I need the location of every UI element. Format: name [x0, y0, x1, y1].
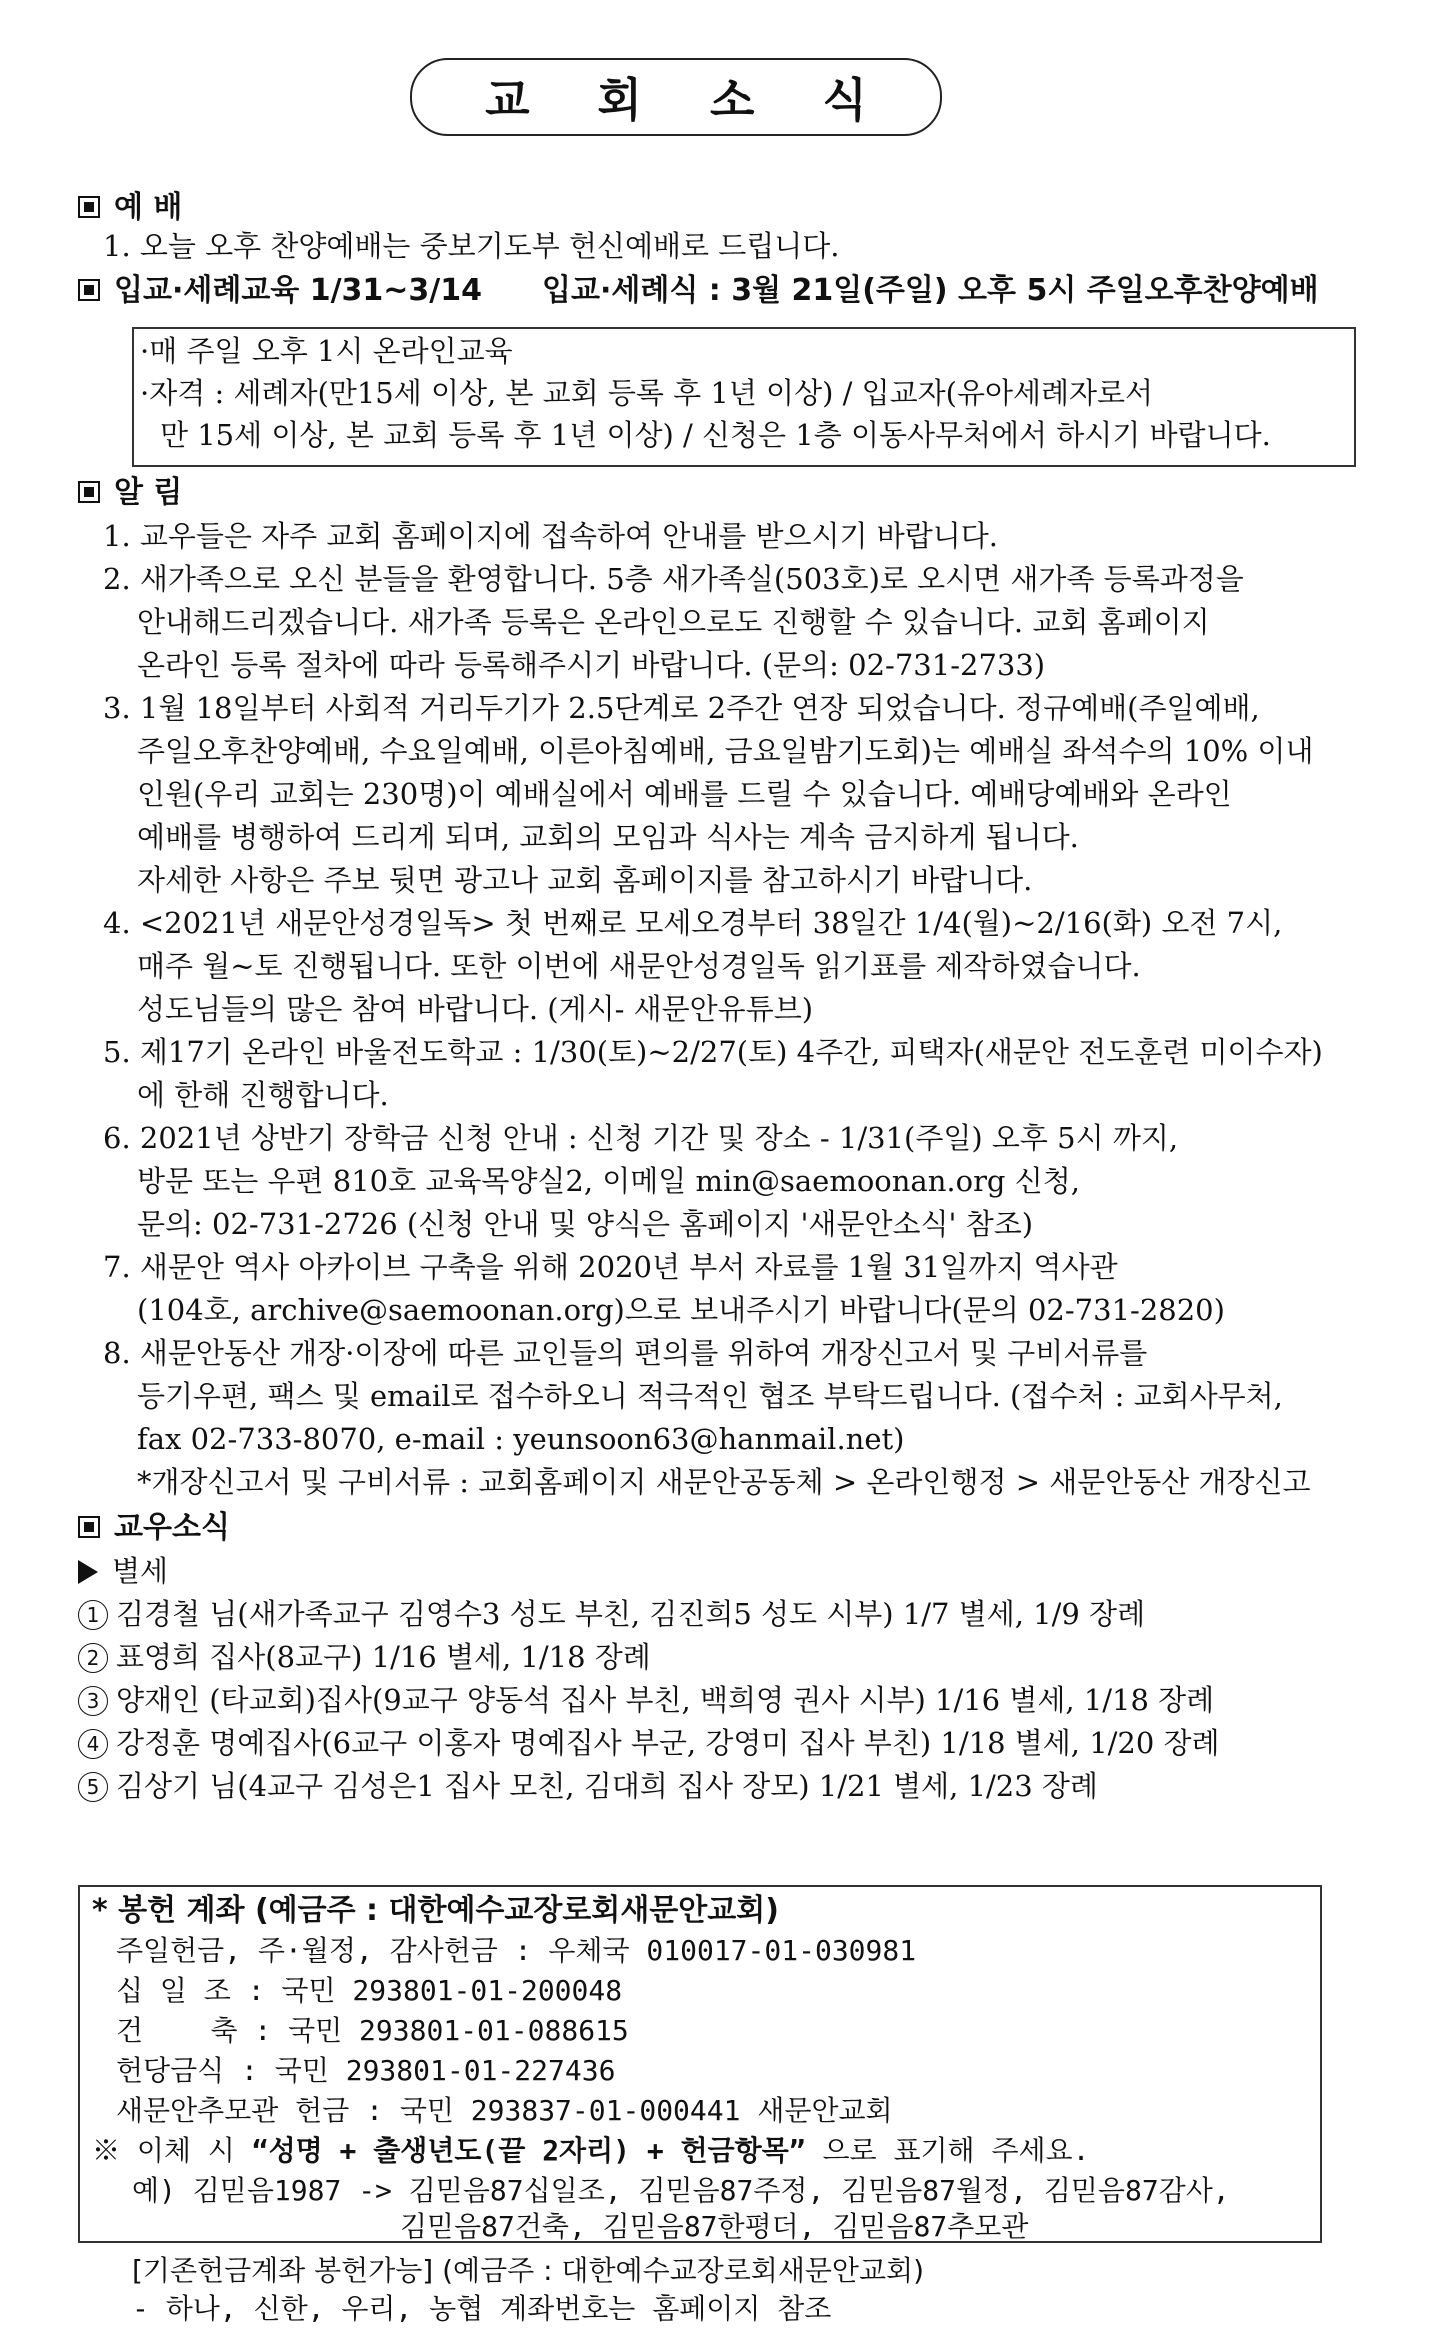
notice-line: 온라인 등록 절차에 따라 등록해주시기 바랍니다. (문의: 02-731-2733)	[137, 648, 1046, 682]
offering-example: 김믿음87건축, 김믿음87한평더, 김믿음87추모관	[400, 2210, 1029, 2243]
square-bullet-icon	[78, 196, 100, 218]
members-header: 교우소식	[78, 1510, 230, 1546]
notice-line: 4. <2021년 새문안성경일독> 첫 번째로 모세오경부터 38일간 1/4(월)~2/16(화) 오전 7시,	[103, 906, 1283, 940]
baptism-box-line: ·자격 : 세례자(만15세 이상, 본 교회 등록 후 1년 이상) / 입교자(유아세례자로서	[140, 376, 1154, 410]
notice-line: 에 한해 진행합니다.	[137, 1078, 389, 1112]
notice-line: 3. 1월 18일부터 사회적 거리두기가 2.5단계로 2주간 연장 되었습니다. 정규예배(주일예배,	[103, 691, 1260, 725]
worship-item: 1. 오늘 오후 찬양예배는 중보기도부 헌신예배로 드립니다.	[103, 229, 840, 263]
notice-line: 6. 2021년 상반기 장학금 신청 안내 : 신청 기간 및 장소 - 1/31(주일) 오후 5시 까지,	[103, 1121, 1179, 1155]
circled-number-icon: 5	[78, 1772, 108, 1802]
offering-line: 헌당금식 : 국민 293801-01-227436	[116, 2054, 616, 2087]
square-bullet-icon	[78, 279, 100, 301]
baptism-header: 입교·세례교육 1/31~3/14 입교·세례식 : 3월 21일(주일) 오후 5시 주일오후찬양예배	[78, 273, 1319, 309]
member-item: 2 표영희 집사(8교구) 1/16 별세, 1/18 장례	[78, 1639, 651, 1675]
member-item: 5 김상기 님(4교구 김성은1 집사 모친, 김대희 집사 장모) 1/21 별세, 1/23 장례	[78, 1768, 1098, 1804]
notice-line: 7. 새문안 역사 아카이브 구축을 위해 2020년 부서 자료를 1월 31일까지 역사관	[103, 1250, 1118, 1284]
notice-line: 성도님들의 많은 참여 바랍니다. (게시- 새문안유튜브)	[137, 992, 814, 1026]
offering-line: 주일헌금, 주·월정, 감사헌금 : 우체국 010017-01-030981	[116, 1934, 917, 1967]
notice-line: 1. 교우들은 자주 교회 홈페이지에 접속하여 안내를 받으시기 바랍니다.	[103, 519, 999, 553]
notice-line: fax 02-733-8070, e-mail : yeunsoon63@hanmail.net)	[137, 1422, 905, 1456]
legacy-accounts-note: - 하나, 신한, 우리, 농협 계좌번호는 홈페이지 참조	[132, 2292, 832, 2325]
offering-example: 예) 김믿음1987 -> 김믿음87십일조, 김믿음87주정, 김믿음87월정, 김믿음87감사,	[132, 2174, 1230, 2207]
circled-number-icon: 2	[78, 1643, 108, 1673]
notice-line: 예배를 병행하여 드리게 되며, 교회의 모임과 식사는 계속 금지하게 됩니다.	[137, 820, 1079, 854]
circled-number-icon: 1	[78, 1600, 108, 1630]
circled-number-icon: 3	[78, 1686, 108, 1716]
triangle-bullet-icon	[78, 1560, 98, 1584]
notice-header: 알 림	[78, 475, 182, 511]
notice-line: 주일오후찬양예배, 수요일예배, 이른아침예배, 금요일밤기도회)는 예배실 좌석수의 10% 이내	[137, 734, 1314, 768]
notice-line: 안내해드리겠습니다. 새가족 등록은 온라인으로도 진행할 수 있습니다. 교회 홈페이지	[137, 605, 1210, 639]
square-bullet-icon	[78, 481, 100, 503]
member-item: 3 양재인 (타교회)집사(9교구 양동석 집사 부친, 백희영 권사 시부) 1/16 별세, 1/18 장례	[78, 1682, 1214, 1718]
page-title: 교 회 소 식	[410, 58, 942, 136]
members-subheader: 별세	[78, 1553, 168, 1589]
square-bullet-icon	[78, 1516, 100, 1538]
notice-line: (104호, archive@saemoonan.org)으로 보내주시기 바랍니다(문의 02-731-2820)	[137, 1293, 1225, 1327]
baptism-box-line: ·매 주일 오후 1시 온라인교육	[140, 334, 513, 368]
notice-line: 자세한 사항은 주보 뒷면 광고나 교회 홈페이지를 참고하시기 바랍니다.	[137, 863, 1033, 897]
notice-line: 문의: 02-731-2726 (신청 안내 및 양식은 홈페이지 '새문안소식' 참조)	[137, 1207, 1034, 1241]
member-item: 4 강정훈 명예집사(6교구 이홍자 명예집사 부군, 강영미 집사 부친) 1/18 별세, 1/20 장례	[78, 1725, 1220, 1761]
member-item: 1 김경철 님(새가족교구 김영수3 성도 부친, 김진희5 성도 시부) 1/7 별세, 1/9 장례	[78, 1596, 1145, 1632]
worship-header: 예 배	[78, 190, 182, 226]
notice-line: 방문 또는 우편 810호 교육목양실2, 이메일 min@saemoonan.org 신청,	[137, 1164, 1080, 1198]
notice-line: 2. 새가족으로 오신 분들을 환영합니다. 5층 새가족실(503호)로 오시면 새가족 등록과정을	[103, 562, 1244, 596]
notice-line: *개장신고서 및 구비서류 : 교회홈페이지 새문안공동체 > 온라인행정 > 새문안동산 개장신고	[137, 1465, 1311, 1499]
offering-line: 새문안추모관 헌금 : 국민 293837-01-000441 새문안교회	[116, 2094, 893, 2127]
offering-line: 건 축 : 국민 293801-01-088615	[116, 2014, 629, 2047]
notice-line: 매주 월~토 진행됩니다. 또한 이번에 새문안성경일독 읽기표를 제작하였습니다.	[137, 949, 1141, 983]
offering-line: 십 일 조 : 국민 293801-01-200048	[116, 1974, 623, 2007]
notice-line: 인원(우리 교회는 230명)이 예배실에서 예배를 드릴 수 있습니다. 예배당예배와 온라인	[137, 777, 1232, 811]
notice-line: 8. 새문안동산 개장·이장에 따른 교인들의 편의를 위하여 개장신고서 및 구비서류를	[103, 1336, 1148, 1370]
circled-number-icon: 4	[78, 1729, 108, 1759]
legacy-accounts-line: [기존헌금계좌 봉헌가능] (예금주 : 대한예수교장로회새문안교회)	[132, 2254, 924, 2287]
notice-line: 등기우편, 팩스 및 email로 접수하오니 적극적인 협조 부탁드립니다. (접수처 : 교회사무처,	[137, 1379, 1283, 1413]
offering-note: ※ 이체 시 “성명 + 출생년도(끝 2자리) + 헌금항목” 으로 표기해 주세요.	[92, 2134, 1090, 2167]
offering-header: * 봉헌 계좌 (예금주 : 대한예수교장로회새문안교회)	[92, 1893, 779, 1928]
notice-line: 5. 제17기 온라인 바울전도학교 : 1/30(토)~2/27(토) 4주간, 피택자(새문안 전도훈련 미이수자)	[103, 1035, 1323, 1069]
baptism-box-line: 만 15세 이상, 본 교회 등록 후 1년 이상) / 신청은 1층 이동사무처에서 하시기 바랍니다.	[160, 418, 1271, 452]
